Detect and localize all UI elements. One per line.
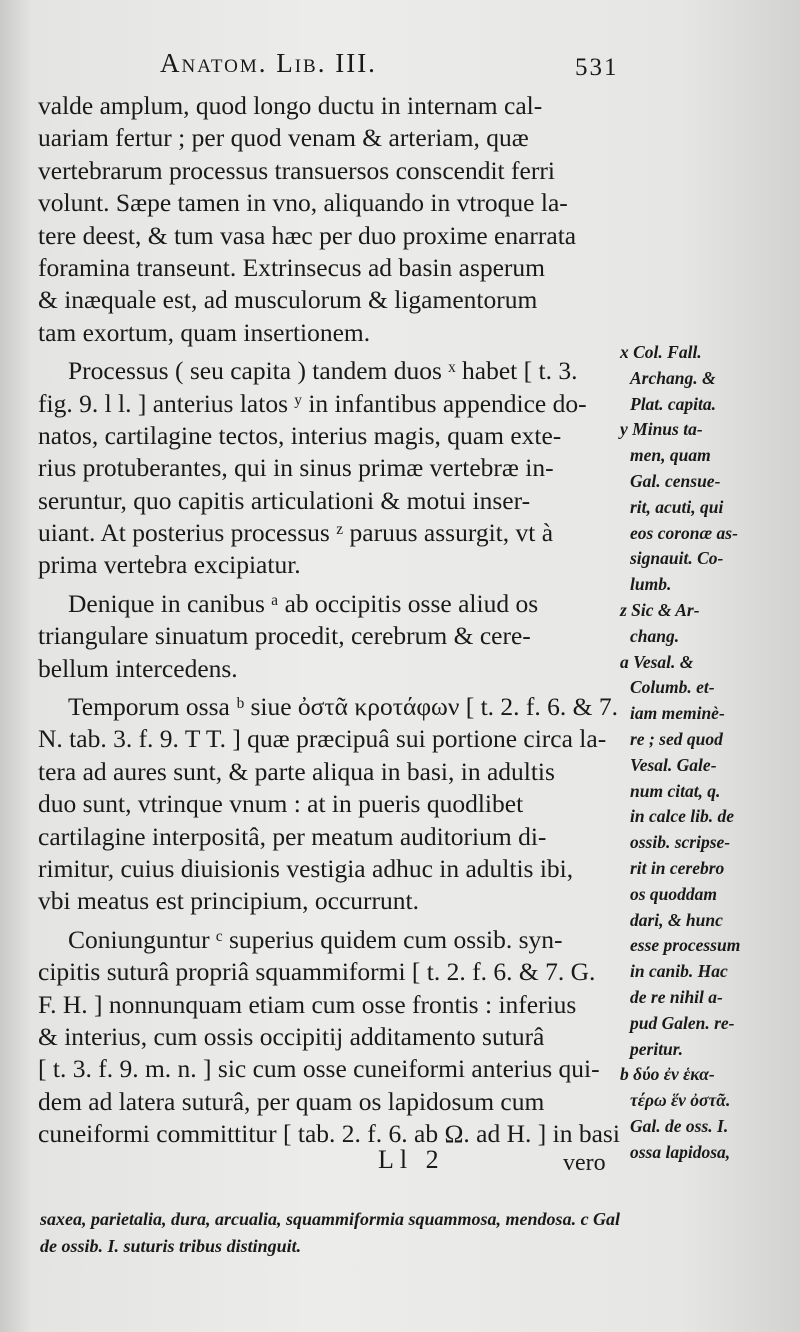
footnote-line: saxea, parietalia, dura, arcualia, squammiformia squammosa, mendosa. c Gal xyxy=(40,1209,621,1229)
text-line: tam exortum, quam insertionem. xyxy=(38,317,371,347)
signature-mark: Ll 2 xyxy=(378,1145,445,1174)
text-line: vertebrarum processus transuersos conscendit ferri xyxy=(38,155,555,185)
text-line: fig. 9. l l. ] anterius latos ʸ in infantibus appendice do- xyxy=(38,388,587,418)
text-line: natos, cartilagine tectos, interius magis, quam exte- xyxy=(38,420,562,450)
marginal-notes xyxy=(620,340,795,1166)
margin-note-line: ossa lapidosa, xyxy=(630,1141,731,1162)
page-number: 531 xyxy=(575,54,619,81)
text-line: duo sunt, vtrinque vnum : at in pueris quodlibet xyxy=(38,789,524,819)
margin-note-line: peritur. xyxy=(630,1038,684,1059)
paragraph-start-line: Processus ( seu capita ) tandem duos ˣ habet [ t. 3. xyxy=(68,356,578,386)
margin-note-line: Gal. censue- xyxy=(630,470,721,491)
margin-note-line: dari, & hunc xyxy=(630,909,723,930)
margin-note-line: re ; sed quod xyxy=(630,728,723,749)
paragraph-start-line: Denique in canibus ᵃ ab occipitis osse aliud os xyxy=(68,588,539,618)
margin-note-line: lumb. xyxy=(630,574,672,595)
text-line: prima vertebra excipiatur. xyxy=(38,550,301,580)
margin-note-line: num citat, q. xyxy=(630,780,721,801)
text-line: valde amplum, quod longo ductu in internam cal- xyxy=(38,91,543,120)
margin-note-line: rit, acuti, qui xyxy=(630,496,724,517)
margin-note-line: rit in cerebro xyxy=(630,857,725,878)
text-line: uariam fertur ; per quod venam & arteriam, quæ xyxy=(38,123,529,153)
text-line: & inæquale est, ad musculorum & ligamentorum xyxy=(38,285,538,315)
margin-note-line: Archang. & xyxy=(630,367,716,388)
margin-note-line: de re nihil a- xyxy=(630,986,723,1007)
margin-note-line: Vesal. Gale- xyxy=(630,754,717,775)
margin-note-line: os quoddam xyxy=(630,883,718,904)
margin-note-line: Columb. et- xyxy=(630,677,715,698)
text-line: foramina transeunt. Extrinsecus ad basin asperum xyxy=(38,252,546,282)
margin-note-line: a Vesal. & xyxy=(620,651,694,672)
text-line: dem ad latera suturâ, per quam os lapidosum cum xyxy=(38,1086,545,1116)
text-line: triangulare sinuatum procedit, cerebrum & cere- xyxy=(38,621,531,651)
footnote-line: de ossib. I. suturis tribus distinguit. xyxy=(40,1236,302,1256)
margin-note-line: Gal. de oss. I. xyxy=(630,1115,729,1136)
text-line: & interius, cum ossis occipitij additamento suturâ xyxy=(38,1021,545,1051)
paragraph-start-line: Temporum ossa ᵇ siue ὀστᾶ κροτάφων [ t. 2. f. 6. & 7. xyxy=(68,692,619,722)
text-line: uiant. At posterius processus ᶻ paruus assurgit, vt à xyxy=(38,518,554,548)
text-line: seruntur, quo capitis articulationi & motui inser- xyxy=(38,485,531,515)
text-line: [ t. 3. f. 9. m. n. ] sic cum osse cuneiformi anterius qui- xyxy=(38,1054,600,1084)
margin-note-line: men, quam xyxy=(630,445,711,466)
margin-note-line: ossib. scripse- xyxy=(630,832,731,853)
text-line: rimitur, cuius diuisionis vestigia adhuc in adultis ibi, xyxy=(38,853,574,883)
text-line: cartilagine interpositâ, per meatum auditorium di- xyxy=(38,821,547,851)
margin-note-line: τέρω ἕν ὀστᾶ. xyxy=(630,1090,731,1111)
margin-note-line: eos coronæ as- xyxy=(630,522,738,543)
running-title: Anatom. Lib. III. xyxy=(160,48,377,78)
text-line: bellum intercedens. xyxy=(38,653,238,683)
text-line: cuneiformi committitur [ tab. 2. f. 6. ab Ω. ad H. ] in basi xyxy=(38,1119,620,1149)
margin-note-line: pud Galen. re- xyxy=(630,1012,735,1033)
margin-note-line: in canib. Hac xyxy=(630,961,728,982)
text-line: N. tab. 3. f. 9. T T. ] quæ præcipuâ sui portione circa la- xyxy=(38,724,607,754)
text-line: volunt. Sæpe tamen in vno, aliquando in vtroque la- xyxy=(38,188,568,218)
paragraph-start-line: Coniunguntur ᶜ superius quidem cum ossib. syn- xyxy=(68,924,563,954)
margin-note-line: y Minus ta- xyxy=(620,419,703,440)
margin-note-line: chang. xyxy=(630,625,680,646)
text-line: F. H. ] nonnunquam etiam cum osse frontis : inferius xyxy=(38,989,577,1019)
margin-note-line: z Sic & Ar- xyxy=(620,599,700,620)
text-line: rius protuberantes, qui in sinus primæ vertebræ in- xyxy=(38,453,554,483)
margin-note-line: x Col. Fall. xyxy=(620,342,702,362)
footnote xyxy=(40,1206,780,1260)
running-head xyxy=(160,48,700,88)
margin-note-line: iam meminè- xyxy=(630,703,725,724)
main-text-column xyxy=(38,90,620,1151)
margin-note-line: in calce lib. de xyxy=(630,806,735,827)
margin-note-line: b δύο ἐν ἑκα- xyxy=(620,1064,715,1085)
catchword: vero xyxy=(563,1150,606,1176)
text-line: tera ad aures sunt, & parte aliqua in basi, in adultis xyxy=(38,756,555,786)
margin-note-line: esse processum xyxy=(630,935,741,956)
text-line: tere deest, & tum vasa hæc per duo proxime enarrata xyxy=(38,220,577,250)
margin-note-line: Plat. capita. xyxy=(630,393,717,414)
margin-note-line: signauit. Co- xyxy=(630,548,724,569)
text-line: vbi meatus est principium, occurrunt. xyxy=(38,886,419,916)
text-line: cipitis suturâ propriâ squammiformi [ t. 2. f. 6. & 7. G. xyxy=(38,957,596,987)
